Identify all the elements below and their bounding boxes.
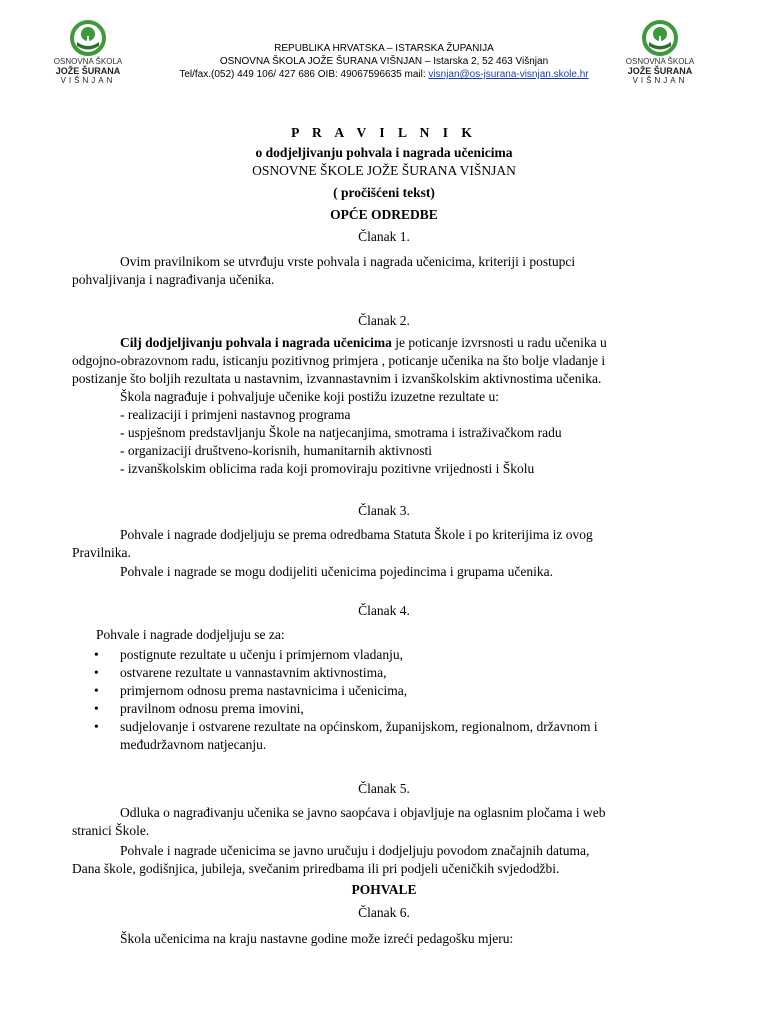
article-3-line: Pohvale i nagrade dodjeljuju se prema odredbama Statuta Škole i po kriterijima iz ovog [120, 527, 593, 542]
article-4-list-item [94, 664, 387, 682]
article-5-line: stranici Škole. [72, 823, 150, 838]
article-2-list-item: - realizaciji i primjeni nastavnog programa [120, 407, 351, 422]
article-5-line: Pohvale i nagrade učenicima se javno uručuju i dodjeljuju povodom značajnih datuma, [120, 843, 590, 858]
article-1-heading: Članak 1. [358, 229, 410, 244]
header-line-3 [150, 68, 618, 81]
article-5-heading: Članak 5. [358, 781, 410, 796]
logo-line-1: OSNOVNA ŠKOLA [53, 57, 123, 66]
article-6-line: Škola učenicima na kraju nastavne godine može izreći pedagošku mjeru: [120, 931, 514, 946]
article-2-bold-lead: Cilj dodjeljivanju pohvala i nagrada učenicima [120, 335, 392, 350]
school-logo-left [48, 20, 128, 92]
article-3-heading: Članak 3. [358, 503, 410, 518]
bullet: • [94, 647, 99, 662]
section-general-heading: OPĆE ODREDBE [330, 207, 438, 222]
list-item-text: pravilnom odnosu prema imovini, [120, 701, 304, 716]
school-logo-right [620, 20, 700, 92]
section-praise-heading: POHVALE [351, 882, 417, 897]
bullet: • [94, 683, 99, 698]
logo-line-1: OSNOVNA ŠKOLA [625, 57, 695, 66]
article-2-list-item: - izvanškolskim oblicima rada koji promoviraju pozitivne vrijednosti i Školu [120, 461, 535, 476]
list-item-text: ostvarene rezultate u vannastavnim aktivnostima, [120, 665, 387, 680]
article-3-line: Pohvale i nagrade se mogu dodijeliti učenicima pojedincima i grupama učenika. [120, 564, 553, 579]
tree-hand-icon [68, 20, 108, 56]
logo-line-3: VIŠNJAN [632, 76, 688, 85]
article-1-line: pohvaljivanja i nagrađivanja učenika. [72, 272, 275, 287]
article-1-line: Ovim pravilnikom se utvrđuju vrste pohvala i nagrada učenicima, kriteriji i postupci [120, 254, 576, 269]
email-link[interactable]: visnjan@os-jsurana-visnjan.skole.hr [428, 69, 589, 80]
contact-text: Tel/fax.(052) 449 106/ 427 686 OIB: 49067596635 mail: [179, 69, 429, 80]
article-5-line: Dana škole, godišnjica, jubileja, svečanim priredbama ili pri podjeli učeničkih svjedodžbi. [72, 861, 560, 876]
article-4-list-item [94, 718, 598, 736]
article-6-heading: Članak 6. [358, 905, 410, 920]
document-title: P R A V I L N I K [291, 125, 477, 140]
school-name: OSNOVNE ŠKOLE JOŽE ŠURANA VIŠNJAN [252, 163, 516, 178]
list-item-text: primjernom odnosu prema nastavnicima i učenicima, [120, 683, 408, 698]
article-5-line: Odluka o nagrađivanju učenika se javno saopćava i objavljuje na oglasnim pločama i web [120, 805, 606, 820]
list-item-text: postignute rezultate u učenju i primjernom vladanju, [120, 647, 404, 662]
article-4-intro: Pohvale i nagrade dodjeljuju se za: [96, 627, 285, 642]
bullet: • [94, 665, 99, 680]
bullet: • [94, 719, 99, 734]
clean-text-note: ( pročišćeni tekst) [333, 185, 435, 200]
article-2-line: odgojno-obrazovnom radu, isticanju pozitivnog primjera , poticanje učenika na što bolje vladanje i [72, 353, 606, 368]
article-4-list-item [94, 646, 404, 664]
article-2-list-item: - organizaciji društveno-korisnih, humanitarnih aktivnosti [120, 443, 433, 458]
tree-hand-icon [640, 20, 680, 56]
document-subtitle: o dodjeljivanju pohvala i nagrada učenicima [255, 145, 513, 160]
article-4-list-item [94, 682, 408, 700]
article-2-line-rest: je poticanje izvrsnosti u radu učenika u [391, 335, 607, 350]
article-2-heading: Članak 2. [358, 313, 410, 328]
header-line-1: REPUBLIKA HRVATSKA – ISTARSKA ŽUPANIJA [274, 43, 494, 54]
header-line-2: OSNOVNA ŠKOLA JOŽE ŠURANA VIŠNJAN – Istarska 2, 52 463 Višnjan [219, 56, 549, 67]
article-3-line: Pravilnika. [72, 545, 131, 560]
article-4-list-item-continued: međudržavnom natjecanju. [120, 737, 267, 752]
article-2-list-item: - uspješnom predstavljanju Škole na natjecanjima, smotrama i istraživačkom radu [120, 425, 562, 440]
bullet: • [94, 701, 99, 716]
logo-line-2: JOŽE ŠURANA [55, 66, 121, 76]
article-4-heading: Članak 4. [358, 603, 410, 618]
list-item-text: sudjelovanje i ostvarene rezultate na općinskom, županijskom, regionalnom, državnom i [120, 719, 598, 734]
logo-line-3: VIŠNJAN [60, 76, 116, 85]
article-4-list-item [94, 700, 304, 718]
article-2-line: Škola nagrađuje i pohvaljuje učenike koji postižu izuzetne rezultate u: [120, 389, 499, 404]
logo-line-2: JOŽE ŠURANA [627, 66, 693, 76]
article-2-line [120, 334, 607, 352]
article-2-line: postizanje što boljih rezultata u nastavnim, izvannastavnim i izvanškolskim aktivnostima učenika. [72, 371, 602, 386]
